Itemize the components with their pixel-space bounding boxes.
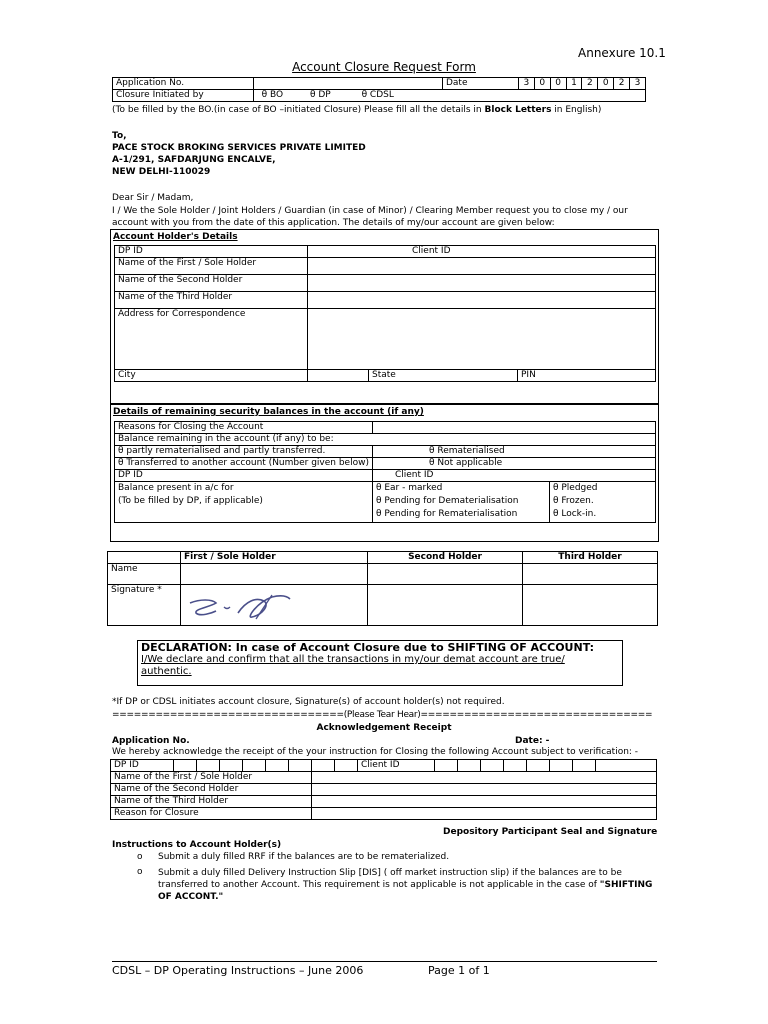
third-holder-header: Third Holder <box>523 552 658 564</box>
tear-line: ================================(Please Tear Hear)================================ <box>112 710 653 720</box>
header-table <box>112 77 646 102</box>
date-digit[interactable]: 0 <box>534 78 550 90</box>
form-title: Account Closure Request Form <box>292 60 476 74</box>
request-text: I / We the Sole Holder / Joint Holders / Guardian (in case of Minor) / Clearing Member request you to close my / our account with you from the date of this application. The details of my/our account are given below: <box>112 206 628 228</box>
reasons-field[interactable] <box>372 422 655 434</box>
empty-header-cell <box>108 552 181 564</box>
third-name-field[interactable] <box>523 564 658 585</box>
remaining-label: Balance remaining in the account (if any) to be: <box>115 434 656 446</box>
dp-id-label: DP ID <box>115 246 308 258</box>
date-digit[interactable]: 1 <box>566 78 582 90</box>
ack-client-box[interactable] <box>596 760 657 772</box>
client-id-label: Client ID <box>308 246 656 258</box>
remat-option[interactable]: θ Rematerialised <box>372 446 655 458</box>
name-label: Name <box>108 564 181 585</box>
fill-note: (To be filled by the BO.(in case of BO –initiated Closure) Please fill all the details in Block Letters in English) <box>112 105 602 115</box>
second-holder-field[interactable] <box>308 275 656 292</box>
bo-option[interactable]: θ BO <box>261 90 284 100</box>
declaration-text: DECLARATION: In case of Account Closure due to SHIFTING OF ACCOUNT: I/We declare and confirm that all the transactions in my/our demat account are true/ authentic. <box>141 641 594 677</box>
instructions-title: Instructions to Account Holder(s) <box>112 840 282 850</box>
date-digit[interactable]: 0 <box>550 78 566 90</box>
second-holder-label: Name of the Second Holder <box>115 275 308 292</box>
ack-title: Acknowledgement Receipt <box>316 723 452 733</box>
date-digit[interactable]: 3 <box>518 78 534 90</box>
ack-second-field[interactable] <box>312 784 657 796</box>
ack-client-box[interactable] <box>458 760 481 772</box>
app-no-label: Application No. <box>113 78 254 90</box>
date-digit[interactable]: 2 <box>582 78 598 90</box>
ack-date: Date: - <box>515 736 550 746</box>
cdsl-option[interactable]: θ CDSL <box>361 90 394 100</box>
status-options-right <box>549 482 655 523</box>
signature-label: Signature * <box>108 585 181 626</box>
third-holder-field[interactable] <box>308 292 656 309</box>
instruction-item: Submit a duly filled Delivery Instruction Slip [DIS] ( off market instruction slip) if the balances are to be transferred to another Account. This requirement is not applicable is not applicable in the case of "SHIFTING OF ACCONT." <box>158 868 653 902</box>
ack-app-no: Application No. <box>112 736 190 746</box>
not-applicable-option[interactable]: θ Not applicable <box>372 458 655 470</box>
balance-section-title: Details of remaining security balances in the account (if any) <box>113 407 424 417</box>
date-label: Date <box>442 78 518 90</box>
signature-image <box>186 589 296 625</box>
closure-options <box>253 90 645 102</box>
second-holder-header: Second Holder <box>368 552 523 564</box>
ack-reason-field[interactable] <box>312 808 657 820</box>
signature-note: *If DP or CDSL initiates account closure, Signature(s) of account holder(s) not required. <box>112 697 505 707</box>
ack-text: We hereby acknowledge the receipt of the your instruction for Closing the following Account subject to verification: - <box>112 747 639 757</box>
city-label: City <box>115 370 308 382</box>
ack-dp-box[interactable] <box>266 760 289 772</box>
holder-table <box>114 245 656 382</box>
partly-option[interactable]: θ partly rematerialised and partly transferred. <box>115 446 373 458</box>
address-field[interactable] <box>308 309 656 370</box>
ack-client-box[interactable] <box>573 760 596 772</box>
ack-first-field[interactable] <box>312 772 657 784</box>
ack-dp-box[interactable] <box>289 760 312 772</box>
balance-table <box>114 421 656 523</box>
bullet-icon: o <box>137 852 143 862</box>
date-digit[interactable]: 0 <box>598 78 614 90</box>
annexure-label: Annexure 10.1 <box>578 46 666 60</box>
first-name-field[interactable] <box>181 564 368 585</box>
state-label: State <box>369 370 518 382</box>
balance-present-label: Balance present in a/c for (To be filled by DP, if applicable) <box>115 482 373 523</box>
closure-label: Closure Initiated by <box>113 90 254 102</box>
bullet-icon: o <box>137 867 143 877</box>
client-id-label: Client ID <box>372 470 655 482</box>
reasons-label: Reasons for Closing the Account <box>115 422 373 434</box>
ack-client-box[interactable] <box>527 760 550 772</box>
footer-left: CDSL – DP Operating Instructions – June 2006 <box>112 964 364 977</box>
ack-client-id-label: Client ID <box>358 760 435 772</box>
footer-page: Page 1 of 1 <box>428 964 490 977</box>
ack-client-box[interactable] <box>435 760 458 772</box>
third-signature-field[interactable] <box>523 585 658 626</box>
city-field[interactable] <box>308 370 369 382</box>
ack-dp-box[interactable] <box>220 760 243 772</box>
ack-dp-box[interactable] <box>197 760 220 772</box>
date-digit[interactable]: 2 <box>614 78 630 90</box>
transferred-option[interactable]: θ Transferred to another account (Number given below) <box>115 458 373 470</box>
frozen-option[interactable]: θ Frozen. <box>552 496 594 506</box>
ack-dp-box[interactable] <box>243 760 266 772</box>
pledged-option[interactable]: θ Pledged <box>552 483 598 493</box>
second-signature-field[interactable] <box>368 585 523 626</box>
third-holder-label: Name of the Third Holder <box>115 292 308 309</box>
address-label: Address for Correspondence <box>115 309 308 370</box>
address-block: To, PACE STOCK BROKING SERVICES PRIVATE LIMITED A-1/291, SAFDARJUNG ENCALVE, NEW DELHI-110029 <box>112 131 366 177</box>
date-digit[interactable]: 3 <box>630 78 646 90</box>
ack-client-box[interactable] <box>481 760 504 772</box>
pending-remat-option[interactable]: θ Pending for Rematerialisation <box>375 509 518 519</box>
dp-seal-label: Depository Participant Seal and Signature <box>443 827 658 837</box>
ack-dp-box[interactable] <box>335 760 358 772</box>
ack-dp-box[interactable] <box>174 760 197 772</box>
ack-first-label: Name of the First / Sole Holder <box>111 772 312 784</box>
ack-dp-box[interactable] <box>312 760 335 772</box>
pin-label: PIN <box>518 370 656 382</box>
status-options-left <box>372 482 549 523</box>
ack-reason-label: Reason for Closure <box>111 808 312 820</box>
ear-marked-option[interactable]: θ Ear - marked <box>375 483 443 493</box>
pending-demat-option[interactable]: θ Pending for Dematerialisation <box>375 496 519 506</box>
first-holder-label: Name of the First / Sole Holder <box>115 258 308 275</box>
lock-in-option[interactable]: θ Lock-in. <box>552 509 597 519</box>
ack-table <box>110 759 657 820</box>
holder-section-title: Account Holder's Details <box>113 232 238 242</box>
ack-third-field[interactable] <box>312 796 657 808</box>
footer-rule <box>112 961 657 962</box>
dp-option[interactable]: θ DP <box>309 90 331 100</box>
ack-client-box[interactable] <box>504 760 527 772</box>
first-holder-field[interactable] <box>308 258 656 275</box>
ack-dp-id-label: DP ID <box>111 760 174 772</box>
dp-id-label: DP ID <box>115 470 373 482</box>
salutation: Dear Sir / Madam, <box>112 193 194 203</box>
ack-second-label: Name of the Second Holder <box>111 784 312 796</box>
instruction-item: Submit a duly filled RRF if the balances are to be rematerialized. <box>158 852 450 862</box>
first-holder-header: First / Sole Holder <box>181 552 368 564</box>
ack-third-label: Name of the Third Holder <box>111 796 312 808</box>
ack-client-box[interactable] <box>550 760 573 772</box>
second-name-field[interactable] <box>368 564 523 585</box>
app-no-field[interactable] <box>253 78 442 90</box>
